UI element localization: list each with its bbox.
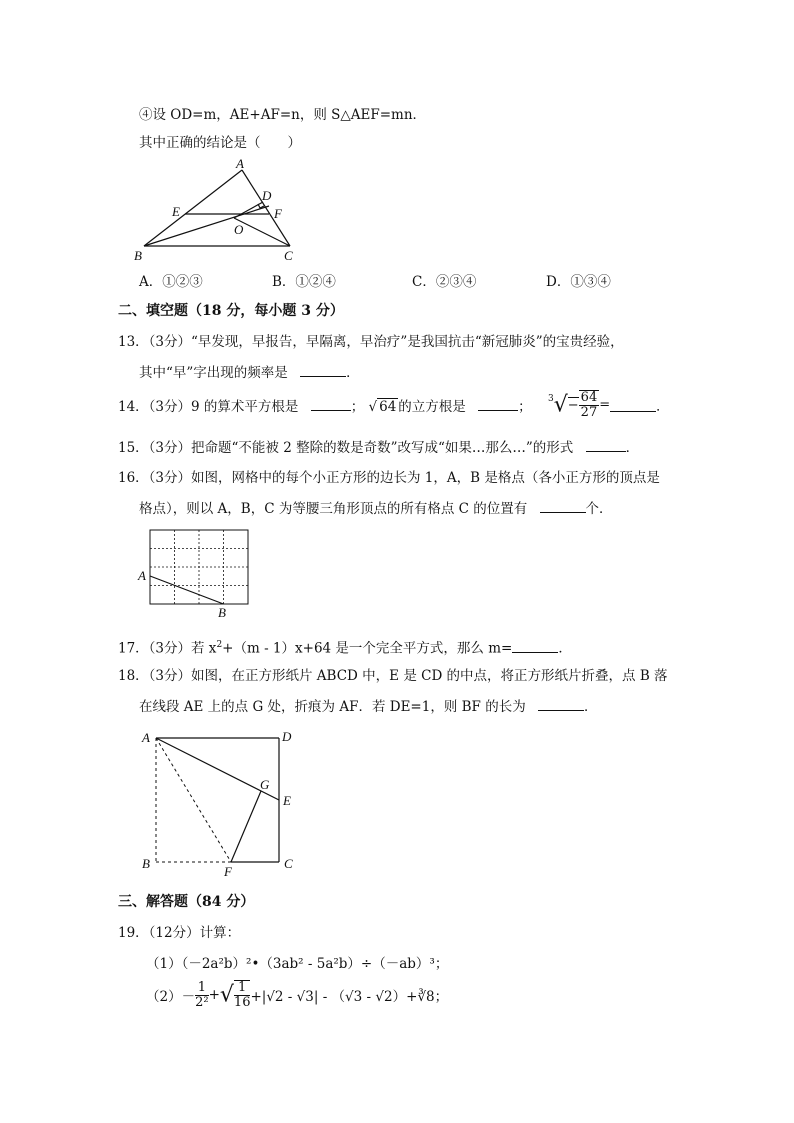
segment-fg: [231, 791, 261, 862]
q16-text: 格点），则以 A，B，C 为等腰三角形顶点的所有格点 C 的位置有: [139, 501, 528, 517]
denominator: 16: [233, 995, 251, 1010]
q14-fraction: [579, 390, 600, 420]
q14-cube-root-expression: [548, 390, 669, 420]
q17-line: [118, 636, 572, 658]
label-e: E: [283, 793, 291, 808]
sqrt-symbol: √: [553, 392, 568, 418]
q19-fraction-1: [195, 981, 208, 1010]
label-d: D: [262, 188, 272, 203]
q16-answer-blank[interactable]: [540, 499, 586, 513]
minus-sign: −: [567, 397, 579, 413]
q18-end: ．: [584, 699, 598, 715]
q12-prompt: 其中正确的结论是（ ）: [139, 135, 301, 151]
sqrt-symbol: √: [368, 399, 378, 415]
choice-b[interactable]: B．①②④: [272, 274, 336, 290]
q17-text-a: 17．（3分）若 x: [118, 640, 217, 657]
choice-d[interactable]: D．①③④: [546, 274, 611, 290]
q18-text: 在线段 AE 上的点 G 处，折痕为 AF．若 DE=1，则 BF 的长为: [139, 699, 526, 715]
label-b: B: [218, 605, 226, 620]
q19-title: 19．（12分）计算：: [118, 925, 241, 941]
q14-part-1: 14．（3分）9 的算术平方根是: [118, 399, 299, 415]
q16-line-2: [139, 499, 613, 518]
q16-line-1: 16．（3分）如图，网格中的每个小正方形的边长为 1，A，B 是格点（各小正方形的顶点是: [118, 470, 660, 486]
q14-part-2: 的立方根是: [398, 399, 466, 415]
numerator: 64: [580, 390, 598, 405]
label-d: D: [282, 729, 292, 744]
q13-text: 其中“早”字出现的频率是: [139, 365, 288, 381]
choice-a[interactable]: A．①②③: [139, 274, 203, 290]
label-c: C: [284, 856, 293, 871]
q13-line-2: [139, 363, 360, 382]
numerator: 1: [234, 981, 251, 996]
q17-exponent: 2: [216, 640, 223, 650]
q14-sep-2: ；: [518, 399, 532, 415]
q17-end: ．: [558, 640, 572, 657]
q18-line-1: 18．（3分）如图，在正方形纸片 ABCD 中，E 是 CD 的中点，将正方形纸片折叠，点 B 落: [118, 668, 668, 684]
segment-ab: [144, 170, 242, 246]
label-b: B: [142, 856, 150, 871]
q17-text-b: +（m - 1）x+64 是一个完全平方式，那么 m=: [222, 640, 513, 657]
grid-lines: [150, 530, 248, 604]
q19-sub2-prefix: （2）－: [146, 989, 196, 1005]
label-o: O: [234, 222, 244, 237]
label-a: A: [236, 158, 244, 171]
q14-radicand: 64: [379, 399, 397, 415]
equals-sign: =: [599, 397, 611, 413]
section-2-title: 二、填空题（18 分，每小题 3 分）: [118, 303, 344, 319]
segment-ab: [150, 576, 224, 604]
sqrt-symbol: √: [219, 982, 234, 1008]
q15-end: ．: [625, 440, 640, 456]
denominator: 27: [580, 405, 598, 420]
q19-sub2-rest: +|√2 - √3| - （√3 - √2）+∛8；: [250, 989, 449, 1005]
label-f: F: [224, 864, 232, 878]
q19-sub-1: （1）（－2a²b）²•（3ab² - 5a²b）÷（－ab）³；: [146, 956, 449, 972]
q17-answer-blank[interactable]: [512, 639, 558, 653]
q13-line-1: 13．（3分）“早发现，早报告，早隔离，早治疗”是我国抗击“新冠肺炎”的宝贵经验，: [118, 334, 624, 350]
denominator: 2²: [195, 994, 209, 1010]
q14-answer-blank-2[interactable]: [478, 397, 518, 411]
label-c: C: [284, 248, 293, 263]
q18-line-2: [139, 697, 598, 716]
label-g: G: [260, 777, 270, 792]
q16-grid-figure: [136, 526, 256, 620]
q14-answer-blank-3[interactable]: [610, 398, 656, 412]
q14-end: ．: [656, 399, 670, 415]
q15-line: [118, 438, 639, 457]
numerator: 1: [195, 981, 208, 996]
plus-sign: +: [208, 987, 220, 1003]
q18-square-figure: [136, 726, 306, 878]
q13-answer-blank[interactable]: [300, 363, 346, 377]
q19-sub-2: [146, 980, 448, 1010]
q13-end: ．: [346, 365, 360, 381]
label-b: B: [134, 248, 142, 263]
q15-text: 15．（3分）把命题“不能被 2 整除的数是奇数”改写成“如果…那么…”的形式: [118, 440, 574, 456]
q16-end: 个．: [585, 501, 613, 517]
q18-answer-blank[interactable]: [538, 697, 584, 711]
q15-answer-blank[interactable]: [586, 438, 626, 452]
q14-answer-blank-1[interactable]: [311, 397, 351, 411]
label-e: E: [172, 204, 180, 219]
q14-line: [118, 397, 532, 416]
label-f: F: [274, 206, 282, 221]
section-3-title: 三、解答题（84 分）: [118, 894, 255, 910]
choice-c[interactable]: C．②③④: [412, 274, 477, 290]
q12-item-4: ④设 OD=m，AE+AF=n，则 S△AEF=mn．: [139, 107, 427, 123]
q14-sep-1: ；: [350, 399, 365, 415]
cube-root-index: 3: [548, 394, 554, 405]
label-a: A: [138, 568, 146, 583]
label-a: A: [142, 730, 150, 745]
q19-radical-fraction: [234, 980, 251, 1010]
q12-triangle-figure: [130, 158, 310, 266]
